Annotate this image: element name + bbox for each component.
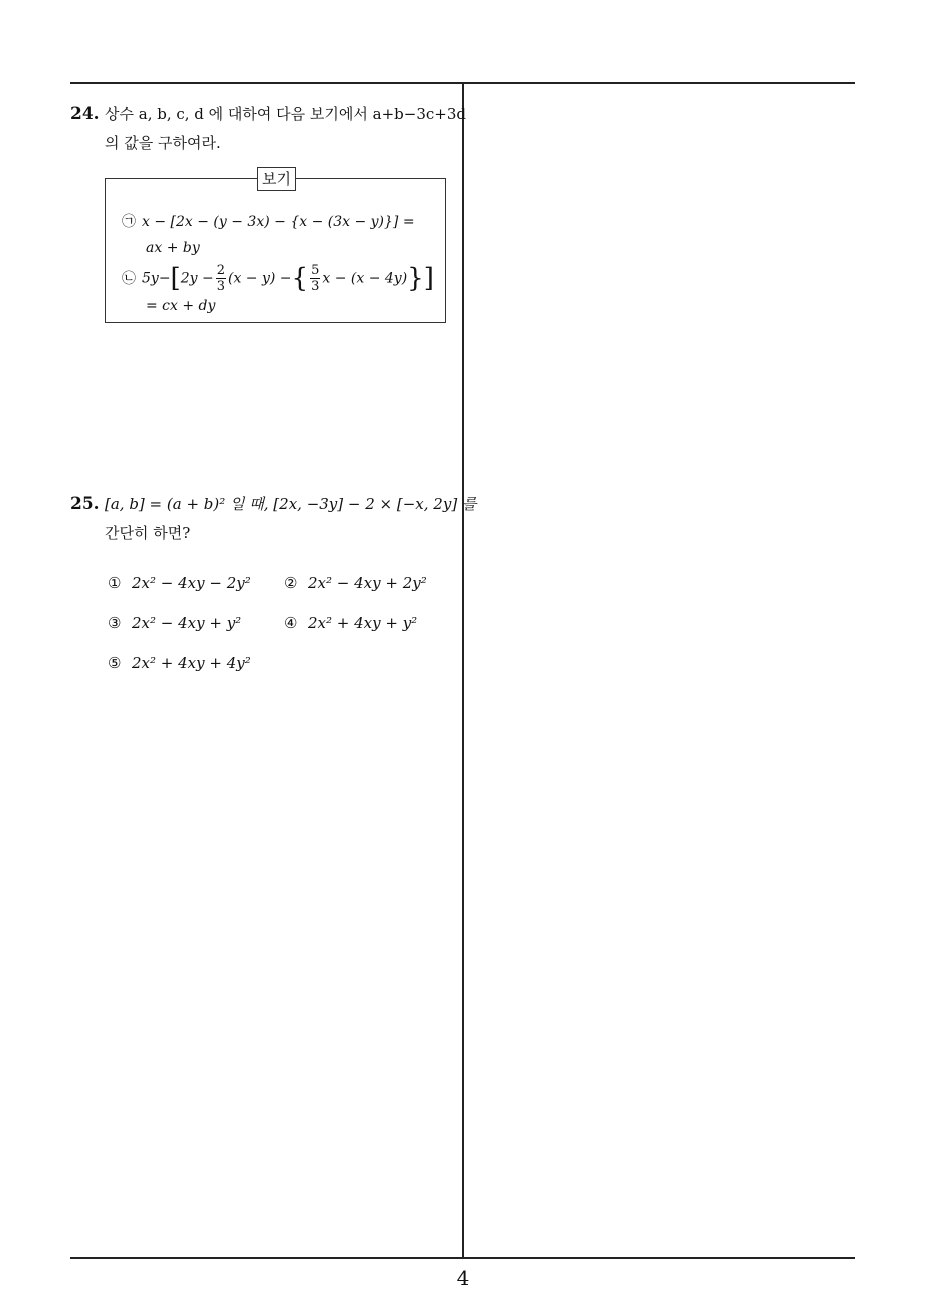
- fraction: $\frac{5}{3}$: [311, 263, 320, 294]
- item-expression-part: 2y −: [180, 270, 214, 287]
- example-item-2-continuation: = cx + dy: [146, 298, 216, 314]
- bottom-rule: [70, 1257, 855, 1259]
- question-number: 24.: [70, 104, 100, 124]
- example-box-title: 보기: [257, 167, 296, 191]
- item-expression-part: x − (x − 4y): [322, 270, 408, 287]
- example-item-1: [122, 209, 415, 235]
- page-number: 4: [456, 1266, 470, 1290]
- question-24: [70, 100, 466, 158]
- choice-2[interactable]: ② 2x² − 4xy + 2y²: [284, 574, 427, 592]
- fraction: $\frac{2}{3}$: [216, 263, 225, 294]
- question-number: 25.: [70, 494, 100, 514]
- question-text-line1: [a, b] = (a + b)² 일 때, [2x, −3y] − 2 × [−x, 2y] 를: [105, 495, 477, 513]
- item-expression: x − [2x − (y − 3x) − {x − (3x − y)}] =: [142, 214, 415, 230]
- question-text-line2: 간단히 하면?: [105, 524, 191, 542]
- example-item-1-continuation: ax + by: [146, 240, 200, 256]
- item-expression-part: (x − y) −: [227, 270, 292, 287]
- choice-3[interactable]: ③ 2x² − 4xy + y²: [108, 614, 242, 632]
- question-25: [70, 490, 477, 548]
- item-marker: ㉠: [122, 214, 136, 230]
- item-marker: ㉡: [122, 270, 136, 287]
- choice-1[interactable]: ① 2x² − 4xy − 2y²: [108, 574, 251, 592]
- question-text-line1: 상수 a, b, c, d 에 대하여 다음 보기에서 a+b−3c+3d: [105, 105, 466, 123]
- item-expression-start: 5y−: [142, 270, 171, 287]
- choice-4[interactable]: ④ 2x² + 4xy + y²: [284, 614, 418, 632]
- column-divider: [462, 83, 464, 1258]
- example-box: [105, 170, 446, 323]
- choice-5[interactable]: ⑤ 2x² + 4xy + 4y²: [108, 654, 251, 672]
- question-text-line2: 의 값을 구하여라.: [105, 134, 221, 152]
- example-item-2: ㉡ 5y−[2y − $\frac{2}{3}$ (x − y) −{ $\frac{5}{3}$ x − (x − 4y)}]: [122, 263, 434, 294]
